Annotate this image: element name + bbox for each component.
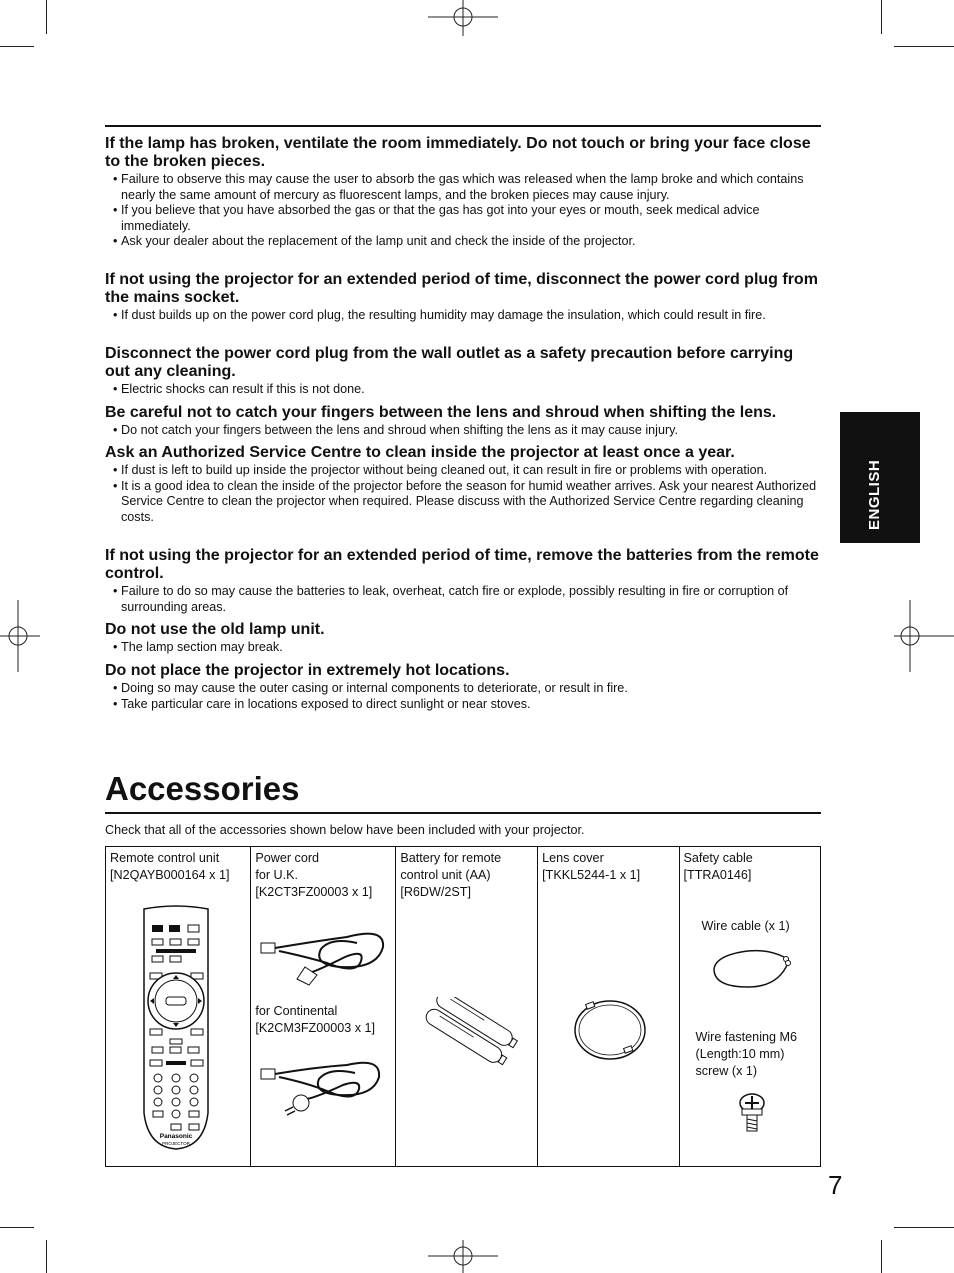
bullet: • It is a good idea to clean the inside of the projector before the season for humid weather arrives. Ask your nearest Authorized Service Centre to clean the projector when required. Please discuss with the Authorized Service Centre regarding cleaning costs. bbox=[105, 479, 821, 526]
battery-label-2: control unit (AA) bbox=[400, 868, 491, 882]
bullet: • Failure to do so may cause the batteries to leak, overheat, catch fire or explode, possibly resulting in fire or corruption of surrounding areas. bbox=[105, 584, 821, 615]
section-batteries bbox=[105, 547, 821, 615]
lens-cover-label: Lens cover bbox=[542, 851, 604, 865]
bullet: • If you believe that you have absorbed the gas or that the gas has got into your eyes or mouth, seek medical advice immediately. bbox=[105, 203, 821, 234]
crop-mark bbox=[894, 46, 954, 47]
safety-cable-part: [TTRA0146] bbox=[683, 868, 752, 882]
bullet: • Failure to observe this may cause the user to absorb the gas which was released when the lamp broke and which contains nearly the same amount of mercury as fluorescent lamps, and the broken pieces may cause injury. bbox=[105, 172, 821, 203]
crop-mark bbox=[46, 1240, 47, 1273]
lens-cover-part: [TKKL5244-1 x 1] bbox=[542, 868, 641, 882]
section-heading: Do not use the old lamp unit. bbox=[105, 621, 325, 638]
accessories-rule bbox=[105, 812, 821, 814]
cell-lens-cover bbox=[538, 847, 679, 1167]
cell-remote bbox=[106, 847, 251, 1167]
bullet: • Ask your dealer about the replacement of the lamp unit and check the inside of the projector. bbox=[105, 234, 821, 250]
bullet: • Do not catch your fingers between the lens and shroud when shifting the lens as it may cause injury. bbox=[105, 423, 821, 439]
crop-mark bbox=[46, 0, 47, 34]
section-disconnect-cleaning bbox=[105, 345, 821, 398]
section-heading: Disconnect the power cord plug from the wall outlet as a safety precaution before carrying out any cleaning. bbox=[105, 345, 794, 380]
language-tab bbox=[840, 412, 920, 543]
screw-label-3: screw (x 1) bbox=[695, 1064, 758, 1078]
section-hot-locations bbox=[105, 662, 821, 712]
screw-label-2: (Length:10 mm) bbox=[695, 1047, 785, 1061]
power-cord-label: Power cord bbox=[255, 851, 320, 865]
section-heading: Do not place the projector in extremely hot locations. bbox=[105, 662, 510, 679]
power-cord-uk: for U.K. bbox=[255, 868, 299, 882]
page-number: 7 bbox=[828, 1170, 843, 1200]
registration-mark bbox=[428, 0, 498, 36]
section-fingers bbox=[105, 404, 821, 439]
wire-cable-illustration bbox=[708, 947, 798, 993]
crop-mark bbox=[881, 0, 882, 34]
screw-label-1: Wire fastening M6 bbox=[695, 1030, 797, 1044]
remote-sub-brand: PROJECTOR bbox=[162, 1141, 190, 1146]
crop-mark bbox=[0, 1227, 34, 1228]
top-rule bbox=[105, 125, 821, 127]
cell-power-cord bbox=[251, 847, 396, 1167]
lens-cover-illustration bbox=[570, 997, 650, 1063]
accessories-table bbox=[105, 846, 821, 1167]
crop-mark bbox=[0, 46, 34, 47]
bullet: • The lamp section may break. bbox=[105, 640, 821, 656]
remote-control-illustration bbox=[138, 903, 214, 1153]
registration-mark bbox=[0, 600, 40, 672]
accessories-title: Accessories bbox=[105, 770, 300, 807]
cell-safety-cable bbox=[679, 847, 821, 1167]
power-cord-continental: for Continental bbox=[255, 1004, 338, 1018]
bullet: • If dust builds up on the power cord plug, the resulting humidity may damage the insulation, which could result in fire. bbox=[105, 308, 821, 324]
bullet: • If dust is left to build up inside the projector without being cleaned out, it can result in fire or problems with operation. bbox=[105, 463, 821, 479]
cell-battery bbox=[396, 847, 538, 1167]
safety-cable-label: Safety cable bbox=[683, 851, 753, 865]
section-heading: Ask an Authorized Service Centre to clean inside the projector at least once a year. bbox=[105, 444, 735, 461]
battery-label: Battery for remote bbox=[400, 851, 502, 865]
section-heading: If not using the projector for an extended period of time, disconnect the power cord plug from the mains socket. bbox=[105, 271, 818, 306]
section-heading: If not using the projector for an extended period of time, remove the batteries from the remote control. bbox=[105, 547, 819, 582]
remote-brand: Panasonic bbox=[159, 1133, 193, 1140]
crop-mark bbox=[894, 1227, 954, 1228]
section-service-centre bbox=[105, 444, 821, 525]
bullet: • Electric shocks can result if this is not done. bbox=[105, 382, 821, 398]
remote-part: [N2QAYB000164 x 1] bbox=[110, 868, 230, 882]
section-heading: Be careful not to catch your fingers between the lens and shroud when shifting the lens. bbox=[105, 404, 777, 421]
accessories-intro: Check that all of the accessories shown below have been included with your projector. bbox=[105, 823, 585, 837]
battery-part: [R6DW/2ST] bbox=[400, 885, 472, 899]
section-old-lamp bbox=[105, 621, 821, 656]
battery-illustration bbox=[416, 997, 526, 1067]
power-cord-uk-part: [K2CT3FZ00003 x 1] bbox=[255, 885, 373, 899]
screw-illustration bbox=[734, 1091, 770, 1137]
crop-mark bbox=[881, 1240, 882, 1273]
bullet: • Doing so may cause the outer casing or internal components to deteriorate, or result in fire. bbox=[105, 681, 821, 697]
wire-cable-label: Wire cable (x 1) bbox=[701, 919, 790, 933]
bullet: • Take particular care in locations exposed to direct sunlight or near stoves. bbox=[105, 697, 821, 713]
registration-mark bbox=[894, 600, 954, 672]
power-cord-uk-illustration bbox=[257, 917, 389, 987]
power-cord-continental-illustration bbox=[257, 1047, 389, 1117]
section-disconnect-long bbox=[105, 271, 821, 324]
remote-label: Remote control unit bbox=[110, 851, 220, 865]
section-broken-lamp bbox=[105, 135, 821, 250]
section-heading: If the lamp has broken, ventilate the room immediately. Do not touch or bring your face close to the broken pieces. bbox=[105, 135, 811, 170]
registration-mark bbox=[428, 1240, 498, 1273]
language-tab-label: ENGLISH bbox=[866, 459, 883, 530]
power-cord-continental-part: [K2CM3FZ00003 x 1] bbox=[255, 1021, 376, 1035]
